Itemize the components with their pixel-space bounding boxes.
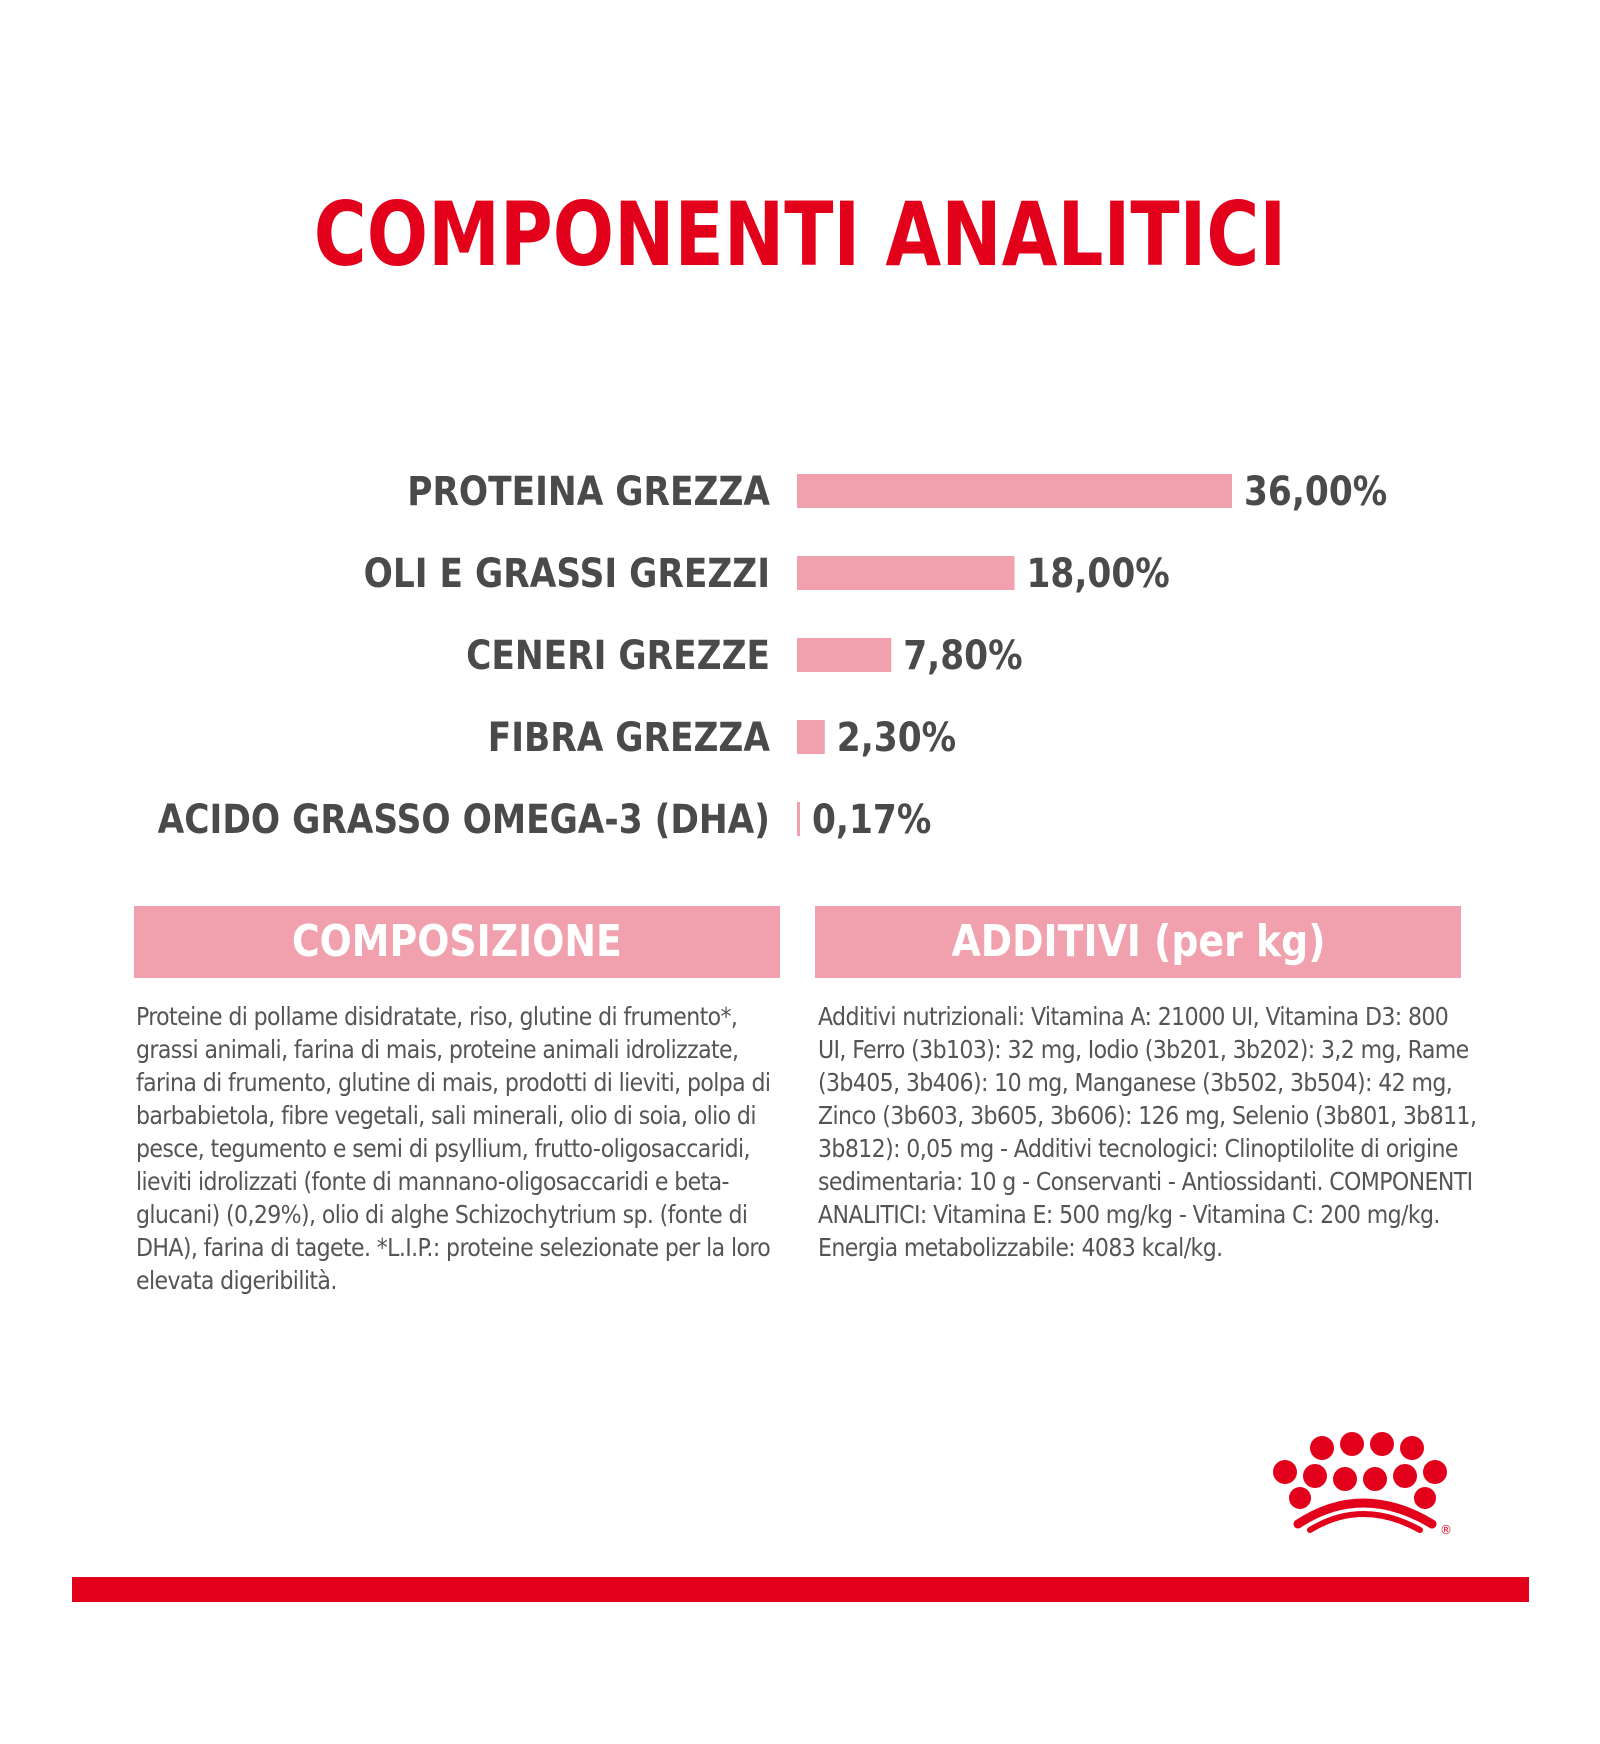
nutrient-bar-chart bbox=[0, 440, 1600, 860]
composizione-text: Proteine di pollame disidratate, riso, glutine di frumento*, grassi animali, farina di mais, proteine animali idrolizzate, farina di frumento, glutine di mais, prodotti di lieviti, polpa di barbabietola, fibre vegetali, sali minerali, olio di soia, olio di pesce, tegumento e semi di psyllium, frutto-oligosaccaridi, lieviti idrolizzati (fonte di mannano-oligosaccaridi e beta-glucani) (0,29%), olio di alghe Schizochytrium sp. (fonte di DHA), farina di tagete. *L.I.P.: proteine selezionate per la loro elevata digeribilità. bbox=[136, 1002, 771, 1295]
value-label: 36,00% bbox=[1244, 467, 1388, 515]
royal-canin-crown-logo-icon bbox=[1270, 1432, 1466, 1544]
bar bbox=[797, 474, 1232, 508]
category-label: ACIDO GRASSO OMEGA-3 (DHA) bbox=[157, 795, 770, 843]
additivi-header bbox=[815, 906, 1461, 978]
category-label: FIBRA GREZZA bbox=[487, 713, 770, 761]
bottom-accent-bar bbox=[72, 1577, 1529, 1602]
composizione-header bbox=[134, 906, 780, 978]
bar bbox=[797, 720, 825, 754]
bar bbox=[797, 556, 1015, 590]
category-label: OLI E GRASSI GREZZI bbox=[363, 549, 770, 597]
value-label: 18,00% bbox=[1026, 549, 1170, 597]
bar bbox=[797, 802, 800, 836]
registered-mark: ® bbox=[1440, 1523, 1452, 1537]
composizione-header-label: COMPOSIZIONE bbox=[291, 916, 623, 967]
additivi-text: Additivi nutrizionali: Vitamina A: 21000 UI, Vitamina D3: 800 UI, Ferro (3b103): 32 mg, Iodio (3b201, 3b202): 3,2 mg, Rame (3b405, 3b406): 10 mg, Manganese (3b502, 3b504): 42 mg, Zinco (3b603, 3b605, 3b606): 126 mg, Selenio (3b801, 3b811, 3b812): 0,05 mg - Additivi tecnologici: Clinoptilolite di origine sedimentaria: 10 g - Conservanti - Antiossidanti. COMPONENTI ANALITICI: Vitamina E: 500 mg/kg - Vitamina C: 200 mg/kg. Energia metabolizzabile: 4083 kcal/kg. bbox=[818, 1002, 1477, 1262]
additivi-header-label: ADDITIVI (per kg) bbox=[950, 916, 1326, 967]
value-label: 2,30% bbox=[836, 713, 957, 761]
value-label: 0,17% bbox=[811, 795, 932, 843]
value-label: 7,80% bbox=[903, 631, 1023, 679]
bar bbox=[797, 638, 891, 672]
category-label: CENERI GREZZE bbox=[466, 631, 770, 679]
category-label: PROTEINA GREZZA bbox=[407, 467, 770, 515]
page-title: COMPONENTI ANALITICI bbox=[313, 183, 1287, 286]
